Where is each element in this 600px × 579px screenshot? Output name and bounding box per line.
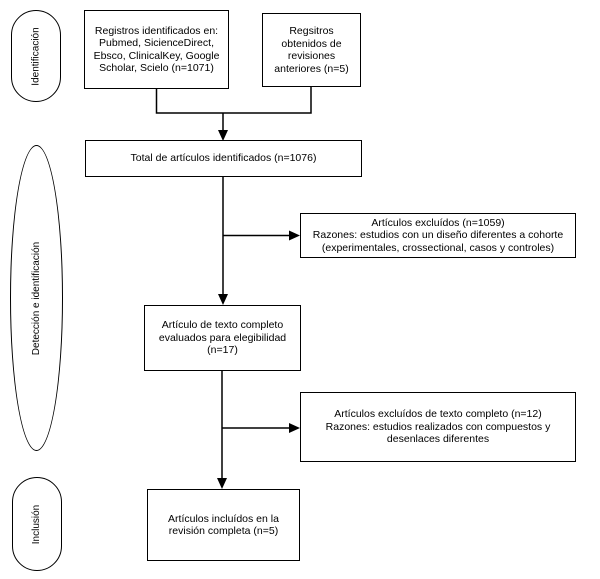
box-excluded-screening-text: (experimentales, crossectional, casos y controles) [321, 241, 555, 254]
box-records-previous-reviews [262, 13, 361, 87]
box-records-previous-reviews-text: anteriores (n=5) [274, 62, 349, 75]
stage-screening [10, 145, 63, 451]
stage-inclusion-label: Inclusión [31, 504, 43, 544]
stage-inclusion [12, 477, 62, 571]
box-excluded-screening-text: Razones: estudios con un diseño diferentes a cohorte [312, 229, 564, 242]
box-excluded-screening-text: Artículos excluídos (n=1059) [371, 216, 505, 229]
box-excluded-fulltext-text: Artículos excluídos de texto completo (n=12) [334, 408, 542, 421]
box-records-identified-text: Pubmed, SicienceDirect, [99, 37, 214, 49]
arrow-sources-to-total [157, 87, 312, 141]
box-records-previous-reviews-text: obtenidos de [281, 37, 342, 50]
stage-identification-label: Identificación [30, 26, 42, 86]
arrow-total-to-eligibility [218, 177, 228, 305]
arrow-eligibility-to-included [217, 371, 227, 489]
box-records-identified-text: Registros identificados en: [94, 24, 219, 37]
box-excluded-fulltext [300, 392, 576, 462]
box-records-identified [84, 10, 229, 89]
arrow-branch-excluded-screening [223, 231, 300, 241]
box-included-review-text: revisión completa (n=5) [168, 525, 279, 537]
box-records-identified-text: Ebsco, ClinicalKey, Google [93, 49, 220, 62]
box-fulltext-assessed-text: Artículo de texto completo [161, 319, 284, 332]
stage-screening-label: Detección e identificación [31, 241, 42, 355]
box-fulltext-assessed-text: evaluados para elegibilidad [158, 331, 287, 344]
box-records-previous-reviews-text: Regsitros [289, 25, 334, 37]
arrow-branch-excluded-fulltext [222, 423, 300, 433]
box-records-previous-reviews-text: revisiones [287, 50, 336, 62]
box-excluded-fulltext-text: Razones: estudios realizados con compuestos y [325, 420, 551, 433]
box-excluded-fulltext-text: desenlaces diferentes [386, 433, 490, 446]
box-fulltext-assessed-text: (n=17) [207, 344, 238, 357]
box-total-identified [85, 140, 362, 177]
box-included-review [147, 489, 300, 561]
box-records-identified-text: Scholar, Scielo (n=1071) [99, 62, 214, 74]
box-included-review-text: Artículos incluídos en la [168, 512, 279, 525]
stage-identification [11, 10, 61, 102]
box-excluded-screening [300, 213, 576, 258]
box-fulltext-assessed [144, 305, 301, 371]
box-total-identified-text: Total de artículos identificados (n=1076) [130, 152, 317, 165]
